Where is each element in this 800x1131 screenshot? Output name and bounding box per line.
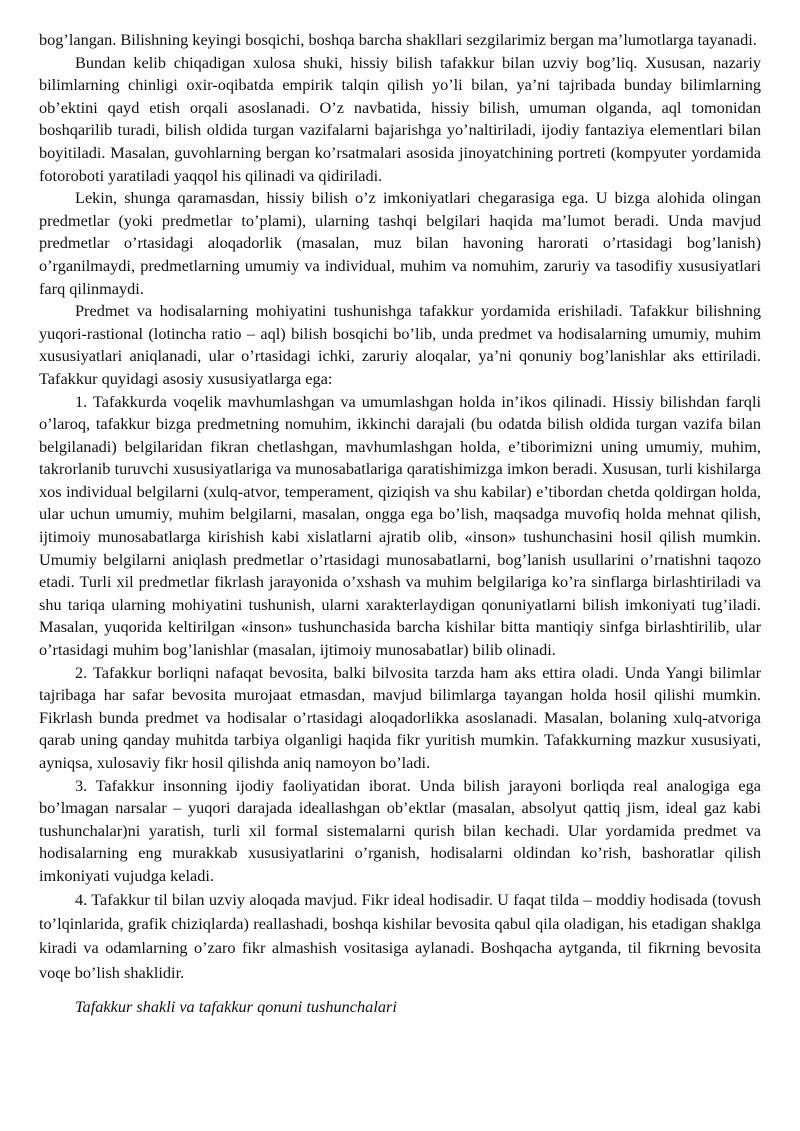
paragraph-continuation: bog’langan. Bilishning keyingi bosqichi, boshqa barcha shakllari sezgilarimiz bergan ma’lumotlarga tayanadi. — [39, 30, 757, 49]
paragraph-sensory-limits: Lekin, shunga qaramasdan, hissiy bilish o’z imkoniyatlari chegarasiga ega. U bizga alohida olingan predmetlar (yoki predmetlar to’plami), ularning tashqi belgilari haqida ma’lumot beradi. Unda mavjud predmetlar o’rtasidagi aloqadorlik (masalan, muz bilan havoning harorati o’rtasidagi bog’lanish) o’rganilmaydi, predmetlarning umumiy va individual, muhim va nomuhim, zaruriy va tasodifiy xususiyatlari farq qilinmaydi. — [39, 188, 761, 298]
list-item-3: 3. Tafakkur insonning ijodiy faoliyatidan iborat. Unda bilish jarayoni borliqda real analogiga ega bo’lmagan narsalar – yuqori darajada ideallashgan ob’ektlar (masalan, absolyut qattiq jism, ideal gaz kabi tushunchalar)ni yaratish, turli xil formal sistemalarni qurish bilan kechadi. Ular yordamida predmet va hodisalarning eng murakkab xususiyatlarini o’rganish, hodisalarni oldindan ko’rish, bashoratlar qilish imkoniyati vujudga keladi. — [39, 775, 761, 885]
list-item-2: 2. Tafakkur borliqni nafaqat bevosita, balki bilvosita tarzda ham aks ettira oladi. Unda Yangi bilimlar tajribaga har safar bevosita murojaat etmasdan, mavjud bilimlarga tayangan holda hosil qilishi mumkin. Fikrlash bunda predmet va hodisalar o’rtasidagi aloqadorlikka asoslanadi. Masalan, bolaning xulq-atvoriga qarab uning qanday muhitda tarbiya olganligi haqida fikr yuritish mumkin. Tafakkurning mazkur xususiyati, ayniqsa, xulosaviy fikr hosil qilishda aniq namoyon bo’ladi. — [39, 662, 761, 772]
section-heading: Tafakkur shakli va tafakkur qonuni tushunchalari — [75, 997, 397, 1017]
paragraph-sensory-and-thinking: Bundan kelib chiqadigan xulosa shuki, hissiy bilish tafakkur bilan uzviy bog’liq. Xususan, nazariy bilimlarning chinligi oxir-oqibatda empirik talqin qilish yo’li bilan, ya’ni tajribada bunday bilimlarning ob’ektini qayd etish orqali asoslanadi. O’z navbatida, hissiy bilish, umuman olganda, aql tomonidan boshqarilib turadi, bilish oldida turgan vazifalarni bajarishga yo’naltiriladi, ijodiy fantaziya elementlari bilan boyitiladi. Masalan, guvohlarning bergan ko’rsatmalari asosida jinoyatchining portreti (kompyuter yordamida fotoroboti yaratiladi yaqqol his qilinadi va qidiriladi. — [39, 52, 761, 185]
list-item-1: 1. Tafakkurda voqelik mavhumlashgan va umumlashgan holda in’ikos qilinadi. Hissiy bilishdan farqli o’laroq, tafakkur bizga predmetning nomuhim, ikkinchi darajali (bu odatda bilish oldida turgan vazifa bilan belgilanadi) belgilaridan fikran chetlashgan, mavhumlashgan holda, e’tiborimizni uning umumiy, muhim, takrorlanib turuvchi xususiyatlariga va munosabatlariga qaratishimizga imkon beradi. Xususan, turli kishilarga xos individual belgilarni (xulq-atvor, temperament, qiziqish va shu kabilar) e’tibordan chetda qoldirgan holda, ular uchun umumiy, muhim belgilarni, masalan, ongga ega bo’lish, maqsadga muvofiq holda mehnat qilish, ijtimoiy munosabatlarga kirishish kabi xislatlarni ajratib olib, «inson» tushunchasini hosil qilish mumkin. Umumiy belgilarni aniqlash predmetlar o’rtasidagi munosabatlarni, bog’lanish usullarini o’rnatishni taqozo etadi. Turli xil predmetlar fikrlash jarayonida o’xshash va muhim belgilariga ko’ra sinflarga birlashtiriladi va shu tariqa ularning mohiyatini tushunish, ularni xarakterlaydigan qonuniyatlarni bilish imkoniyati tug’iladi. Masalan, yuqorida keltirilgan «inson» tushunchasida barcha kishilar bitta mantiqiy sinfga birlashtirilib, ular o’rtasidagi muhim bog’lanishlar (masalan, ijtimoiy munosabatlar) bilib olinadi. — [39, 391, 761, 660]
list-item-4: 4. Tafakkur til bilan uzviy aloqada mavjud. Fikr ideal hodisadir. U faqat tilda – moddiy hodisada (tovush to’lqinlarida, grafik chiziqlarda) reallashadi, boshqa kishilar bevosita qabul qila oladigan, his etadigan shaklga kiradi va odamlarning o’zaro fikr almashish vositasiga aylanadi. Boshqacha aytganda, til fikrning bevosita voqe bo’lish shaklidir. — [39, 889, 761, 982]
paragraph-thinking-essence: Predmet va hodisalarning mohiyatini tushunishga tafakkur yordamida erishiladi. Tafakkur bilishning yuqori-rastional (lotincha ratio – aql) bilish bosqichi bo’lib, unda predmet va hodisalarning umumiy, muhim xususiyatlari aniqlanadi, ular o’rtasidagi ichki, zaruriy aloqalar, ya’ni qonuniy bog’lanishlar aks ettiriladi. Tafakkur quyidagi asosiy xususiyatlarga ega: — [39, 301, 761, 388]
